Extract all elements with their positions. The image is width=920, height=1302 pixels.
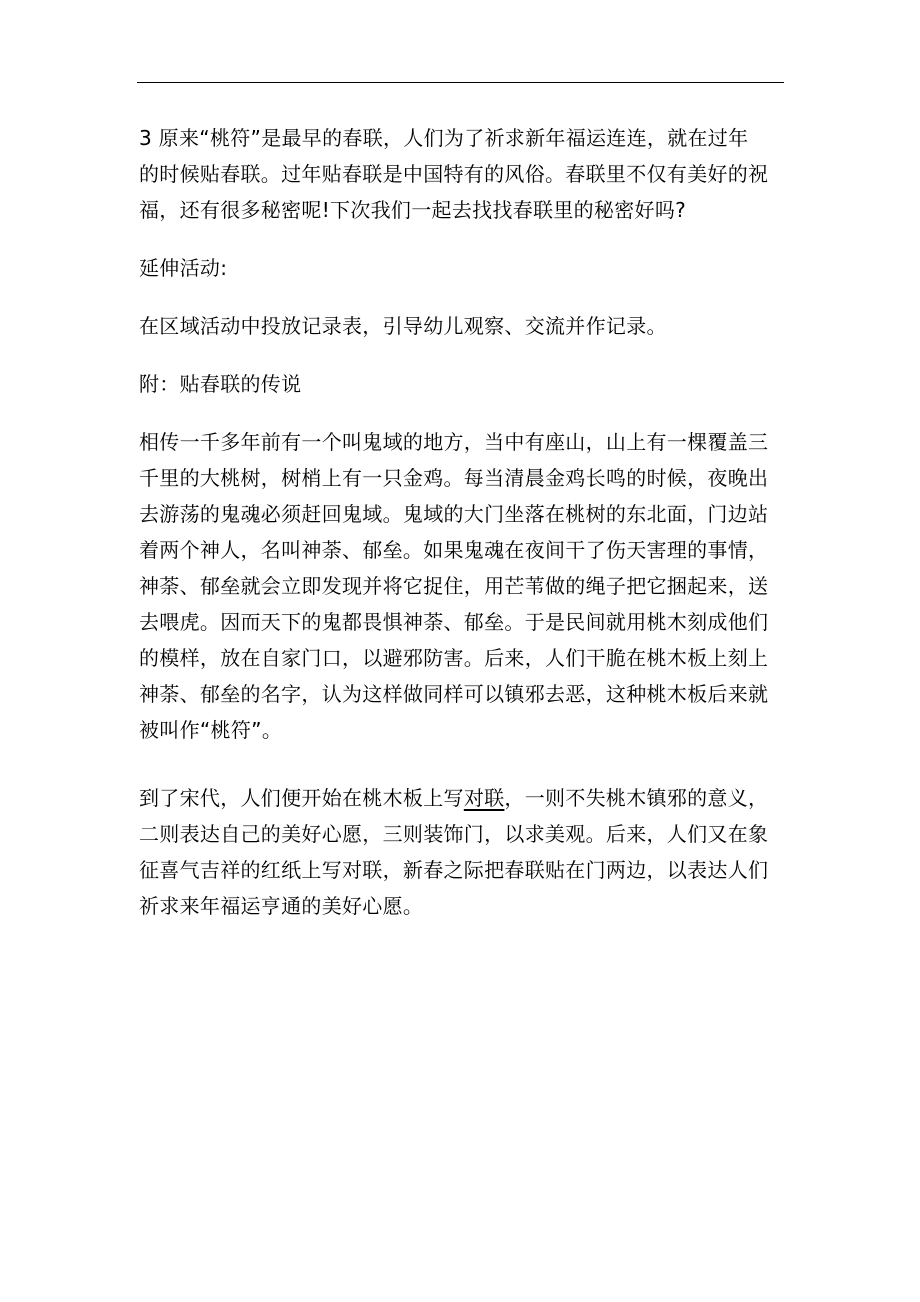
text-line: 在区域活动中投放记录表，引导幼儿观察、交流并作记录。 — [139, 314, 667, 338]
heading-extension-activity — [139, 250, 784, 286]
text-line — [139, 780, 784, 816]
text-line: 神荼、郁垒的名字，认为这样做同样可以镇邪去恶，这种桃木板后来就 — [139, 682, 769, 706]
text-line: 相传一千多年前有一个叫鬼域的地方，当中有座山，山上有一棵覆盖三 — [139, 430, 769, 454]
duilian-link[interactable]: 对联 — [463, 786, 505, 810]
text-line: 着两个神人，名叫神荼、郁垒。如果鬼魂在夜间干了伤天害理的事情， — [139, 538, 769, 562]
heading-appendix-legend — [139, 366, 784, 402]
document-body — [139, 120, 784, 924]
text-line: 去喂虎。因而天下的鬼都畏惧神荼、郁垒。于是民间就用桃木刻成他们 — [139, 610, 769, 634]
text-run: ，一则不失桃木镇邪的意义， — [504, 786, 769, 810]
paragraph-legend-story — [139, 424, 784, 748]
text-line: 征喜气吉祥的红纸上写对联，新春之际把春联贴在门两边，以表达人们 — [139, 858, 769, 882]
text-line: 福，还有很多秘密呢!下次我们一起去找找春联里的秘密好吗? — [139, 198, 687, 222]
text-line: 的时候贴春联。过年贴春联是中国特有的风俗。春联里不仅有美好的祝 — [139, 162, 769, 186]
paragraph-song-dynasty — [139, 780, 784, 924]
text-line: 附：贴春联的传说 — [139, 372, 302, 396]
text-line: 3 原来“桃符”是最早的春联，人们为了祈求新年福运连连，就在过年 — [139, 126, 749, 150]
text-line: 二则表达自己的美好心愿，三则装饰门，以求美观。后来，人们又在象 — [139, 822, 769, 846]
text-line: 的模样，放在自家门口，以避邪防害。后来，人们干脆在桃木板上刻上 — [139, 646, 769, 670]
text-line: 延伸活动: — [139, 256, 228, 280]
paragraph-extension-activity — [139, 308, 784, 344]
text-line: 神荼、郁垒就会立即发现并将它捉住，用芒苇做的绳子把它捆起来，送 — [139, 574, 769, 598]
paragraph-chunlian-secret — [139, 120, 784, 228]
header-rule — [137, 82, 784, 83]
text-line: 被叫作“桃符”。 — [139, 718, 283, 742]
text-line: 千里的大桃树，树梢上有一只金鸡。每当清晨金鸡长鸣的时候，夜晚出 — [139, 466, 769, 490]
text-run: 到了宋代，人们便开始在桃木板上写 — [139, 786, 464, 810]
text-line: 去游荡的鬼魂必须赶回鬼域。鬼域的大门坐落在桃树的东北面，门边站 — [139, 502, 769, 526]
text-line: 祈求来年福运亨通的美好心愿。 — [139, 894, 424, 918]
